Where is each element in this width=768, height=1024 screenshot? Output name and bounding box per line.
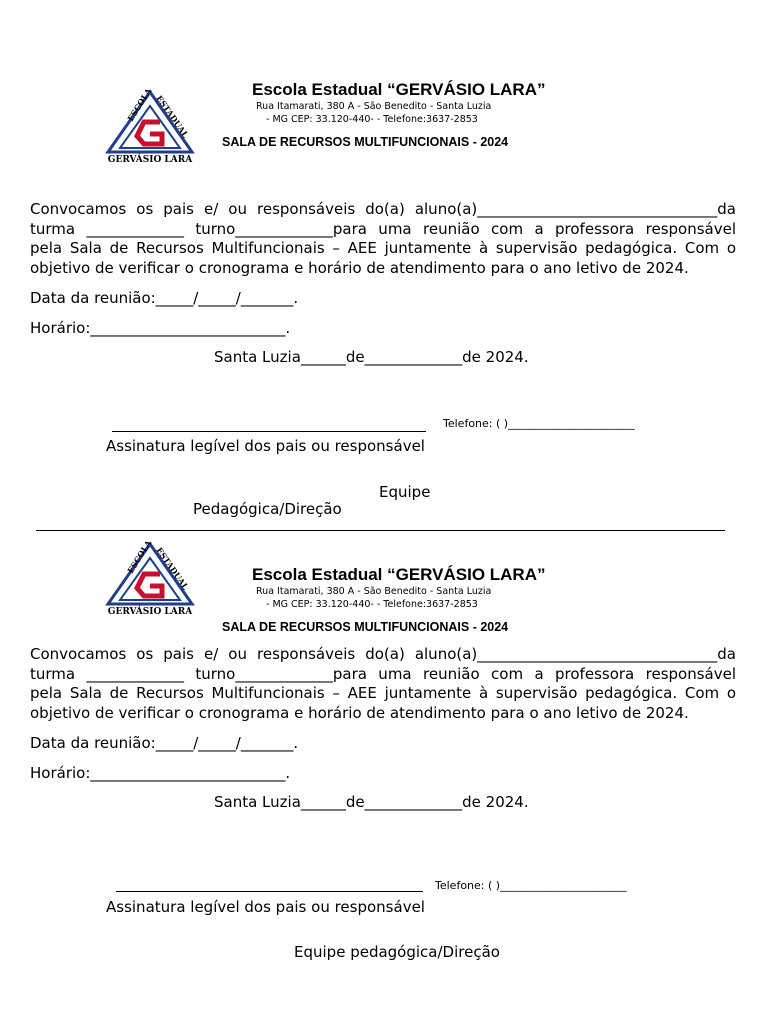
- meeting-time: Horário:__________________________.: [30, 764, 291, 782]
- team-label-part-2: Pedagógica/Direção: [193, 500, 342, 518]
- logo-g-letter: [137, 574, 162, 596]
- place-date: Santa Luzia______de_____________de 2024.: [214, 793, 529, 811]
- address-line-2: - MG CEP: 33.120-440- - Telefone:3637-2853: [266, 599, 478, 610]
- address-line-1: Rua Itamarati, 380 A - São Benedito - Santa Luzia: [256, 101, 492, 112]
- logo-text-bottom: GERVÁSIO LARA: [107, 607, 193, 616]
- notice-paragraph: [30, 645, 736, 723]
- school-name: Escola Estadual “GERVÁSIO LARA”: [252, 80, 546, 99]
- meeting-date: Data da reunião:_____/_____/_______.: [30, 734, 299, 752]
- place-date: Santa Luzia______de_____________de 2024.: [214, 348, 529, 366]
- notice-line-4: objetivo de verificar o cronograma e horário de atendimento para o ano letivo de 2024.: [30, 703, 689, 722]
- cut-divider: [36, 530, 725, 531]
- notice-line-3: pela Sala de Recursos Multifuncionais – AEE juntamente à supervisão pedagógica. Com o: [30, 239, 736, 257]
- logo-g-letter: [137, 122, 162, 144]
- school-name: Escola Estadual “GERVÁSIO LARA”: [252, 565, 546, 584]
- address-line-1: Rua Itamarati, 380 A - São Benedito - Santa Luzia: [256, 586, 492, 597]
- logo-text-left: ESCOLA: [125, 86, 154, 124]
- address-line-2: - MG CEP: 33.120-440- - Telefone:3637-2853: [266, 114, 478, 125]
- phone-field: Telefone: ( )_______________________: [443, 417, 635, 430]
- signature-line: [112, 431, 426, 432]
- signature-caption: Assinatura legível dos pais ou responsável: [106, 898, 425, 916]
- school-logo: [104, 86, 196, 164]
- notice-line-2: turma _____________ turno_____________para uma reunião com a professora responsável: [30, 664, 736, 683]
- meeting-time: Horário:__________________________.: [30, 319, 291, 337]
- logo-text-top: ESTADUAL: [154, 545, 191, 592]
- school-logo: [104, 538, 196, 616]
- signature-line: [116, 891, 423, 892]
- logo-text-top: ESTADUAL: [154, 93, 191, 140]
- signature-caption: Assinatura legível dos pais ou responsável: [106, 437, 425, 455]
- notice-paragraph: [30, 200, 736, 278]
- notice-line-4: objetivo de verificar o cronograma e horário de atendimento para o ano letivo de 2024.: [30, 258, 689, 277]
- phone-field: Telefone: ( )_______________________: [435, 879, 627, 892]
- logo-text-bottom: GERVÁSIO LARA: [107, 155, 193, 164]
- notice-line-1: Convocamos os pais e/ ou responsáveis do(a) aluno(a)________________________________da: [30, 200, 736, 218]
- notice-line-1: Convocamos os pais e/ ou responsáveis do(a) aluno(a)________________________________da: [30, 645, 736, 663]
- meeting-date: Data da reunião:_____/_____/_______.: [30, 289, 299, 307]
- logo-text-left: ESCOLA: [125, 538, 154, 576]
- team-label-part-1: Equipe: [379, 483, 431, 501]
- notice-line-3: pela Sala de Recursos Multifuncionais – AEE juntamente à supervisão pedagógica. Com o: [30, 684, 736, 702]
- team-label: Equipe pedagógica/Direção: [294, 943, 500, 961]
- room-title: SALA DE RECURSOS MULTIFUNCIONAIS - 2024: [222, 620, 509, 634]
- notice-line-2: turma _____________ turno_____________para uma reunião com a professora responsável: [30, 219, 736, 238]
- room-title: SALA DE RECURSOS MULTIFUNCIONAIS - 2024: [222, 135, 509, 149]
